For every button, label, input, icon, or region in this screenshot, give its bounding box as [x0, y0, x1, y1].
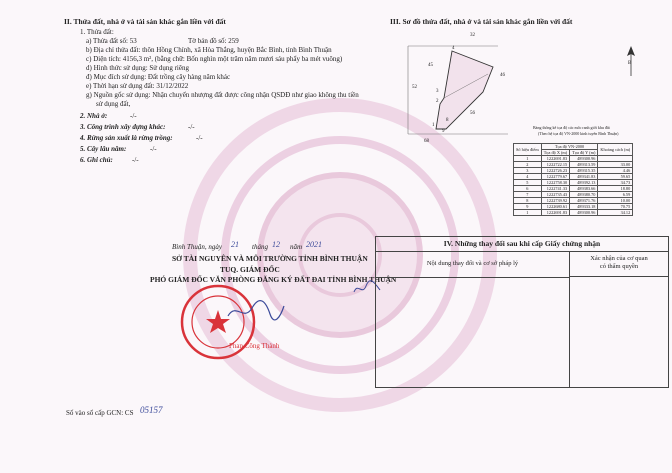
map-sheet-number: Tờ bản đồ số: 259 [188, 37, 239, 45]
coord-cell: 59.65 [598, 174, 633, 180]
usage-form: d) Hình thức sử dụng: Sử dụng riêng [86, 64, 189, 72]
coord-cell: 9 [514, 204, 542, 210]
coord-cell: 7 [514, 192, 542, 198]
sign-tuq: TUQ. GIÁM ĐỐC [220, 265, 280, 274]
coord-cell: 1222739.92 [541, 198, 570, 204]
coord-cell: 6.59 [598, 192, 633, 198]
sign-date-prefix: Bình Thuận, ngày [172, 243, 222, 251]
coord-cell: 34.73 [598, 180, 633, 186]
sketch-label-68: 68 [424, 139, 429, 144]
parcel-area: c) Diện tích: 4156,3 m², (bằng chữ: Bốn nghìn một trăm năm mươi sáu phẩy ba mét vuông) [86, 55, 343, 63]
coord-cell: 489371.76 [570, 198, 598, 204]
changes-col-content: Nội dung thay đổi và cơ sở pháp lý [376, 251, 569, 278]
coord-cell: 489380.70 [570, 192, 598, 198]
forest-value: -/- [196, 134, 203, 142]
coord-caption-2: (Theo hệ tọa độ VN-2000 kinh tuyến Bình Thuận) [538, 131, 619, 136]
coord-cell: 1222779.67 [541, 174, 570, 180]
usage-origin-cont: sử dụng đất, [96, 100, 131, 108]
sign-office: PHÓ GIÁM ĐỐC VĂN PHÒNG ĐĂNG KÝ ĐẤT ĐAI TỈNH BÌNH THUẬN [150, 275, 397, 284]
sign-year: 2021 [306, 240, 322, 249]
usage-purpose: đ) Mục đích sử dụng: Đất trồng cây hàng năm khác [86, 73, 231, 81]
sign-year-word: năm [290, 243, 303, 251]
coord-cell: 70.75 [598, 204, 633, 210]
changes-table [375, 236, 669, 388]
sketch-label-56: 56 [470, 111, 475, 116]
coord-cell: 1222691.83 [541, 210, 570, 216]
sign-month-word: tháng [252, 243, 268, 251]
coord-cell: 5 [514, 180, 542, 186]
section-4-title: IV. Những thay đổi sau khi cấp Giấy chứng nhận [376, 237, 668, 252]
coord-cell: 10.00 [598, 198, 633, 204]
coord-cell: 18.80 [598, 186, 633, 192]
coord-header-system: Tọa độ VN-2000 [541, 144, 598, 150]
sign-month: 12 [272, 240, 280, 249]
signature-scribble [226, 298, 286, 324]
coord-cell: 489333.18 [570, 204, 598, 210]
coord-header-x: Tọa độ X (m) [541, 150, 570, 156]
coord-cell: 4 [514, 174, 542, 180]
house-value: -/- [130, 112, 137, 120]
usage-term: e) Thời hạn sử dụng đất: 31/12/2022 [86, 82, 189, 90]
coord-cell: 1222735.43 [541, 192, 570, 198]
notes-value: -/- [132, 156, 139, 164]
perennial-heading: 5. Cây lâu năm: [80, 145, 127, 153]
coord-cell: 489315.35 [570, 168, 598, 174]
sketch-label-46: 46 [500, 73, 505, 78]
coord-cell: 33.00 [598, 162, 633, 168]
registry-label: Số vào sổ cấp GCN: CS [66, 409, 134, 417]
coord-cell: 1222726.23 [541, 168, 570, 174]
house-heading: 2. Nhà ở: [80, 112, 108, 120]
construction-heading: 3. Công trình xây dựng khác: [80, 123, 166, 131]
coord-cell: 1 [514, 210, 542, 216]
sketch-label-9: 9 [442, 129, 445, 134]
coord-row [514, 210, 633, 216]
coord-cell: 489300.96 [570, 210, 598, 216]
sketch-label-2: 2 [436, 99, 439, 104]
section-3-title: III. Sơ đồ thửa đất, nhà ở và tài sản khác gắn liền với đất [390, 17, 573, 26]
coord-header-y: Tọa độ Y (m) [570, 150, 598, 156]
coord-cell: 1222741.33 [541, 186, 570, 192]
usage-origin: g) Nguồn gốc sử dụng: Nhận chuyển nhượng đất được công nhận QSDĐ như giao không thu tiền [86, 91, 359, 99]
forest-heading: 4. Rừng sản xuất là rừng trồng: [80, 134, 173, 142]
sketch-label-1: 1 [432, 123, 435, 128]
coordinate-table [513, 143, 633, 216]
coord-cell: 2 [514, 162, 542, 168]
parcel-number: a) Thửa đất số: 53 [86, 37, 137, 45]
parcel-sketch [388, 34, 528, 144]
coord-cell: 8 [514, 198, 542, 204]
coord-cell: 489300.96 [570, 156, 598, 162]
sketch-label-4: 4 [452, 46, 455, 51]
sketch-label-32: 32 [470, 33, 475, 38]
changes-col-confirm-line1: Xác nhận của cơ quan [590, 255, 648, 262]
sketch-label-52: 52 [412, 85, 417, 90]
coord-cell: 4.46 [598, 168, 633, 174]
coord-cell: 1222758.30 [541, 180, 570, 186]
signer-name: Phan Công Thành [229, 342, 280, 350]
sketch-label-45: 45 [428, 63, 433, 68]
coord-cell: 34.12 [598, 210, 633, 216]
coord-cell: 489383.66 [570, 186, 598, 192]
sketch-label-8: 8 [446, 118, 449, 123]
notes-heading: 6. Ghi chú: [80, 156, 113, 164]
coord-cell: 1 [514, 156, 542, 162]
changes-col-confirm [570, 251, 668, 277]
parcel-address: b) Địa chỉ thửa đất: thôn Hồng Chính, xã Hòa Thắng, huyện Bắc Bình, tỉnh Bình Thuận [86, 46, 332, 54]
coord-cell: 1222680.61 [541, 204, 570, 210]
coord-cell: 3 [514, 168, 542, 174]
coord-cell: 489313.59 [570, 162, 598, 168]
north-label: B [628, 61, 632, 66]
perennial-value: -/- [150, 145, 157, 153]
coord-header-distance: Khoảng cách (m) [598, 144, 633, 156]
coord-caption-1: Bảng thống kê tọa độ các mốc ranh giới khu đất [533, 125, 610, 130]
sign-day: 21 [231, 240, 239, 249]
sign-organization: SỞ TÀI NGUYÊN VÀ MÔI TRƯỜNG TỈNH BÌNH THUẬN [172, 254, 368, 263]
coord-cell: 6 [514, 186, 542, 192]
registry-number: 05157 [140, 405, 163, 415]
coord-header-point: Số hiệu điểm [514, 144, 542, 156]
coord-cell: 1222691.83 [541, 156, 570, 162]
coord-cell: 1222722.15 [541, 162, 570, 168]
coord-cell: 489392.13 [570, 180, 598, 186]
construction-value: -/- [188, 123, 195, 131]
changes-col-confirm-line2: có thẩm quyền [599, 263, 639, 270]
coord-cell: 489341.83 [570, 174, 598, 180]
section-2-title: II. Thửa đất, nhà ở và tài sản khác gắn liền với đất [64, 17, 226, 26]
land-heading: 1. Thửa đất: [80, 28, 114, 36]
sketch-label-3: 3 [436, 89, 439, 94]
